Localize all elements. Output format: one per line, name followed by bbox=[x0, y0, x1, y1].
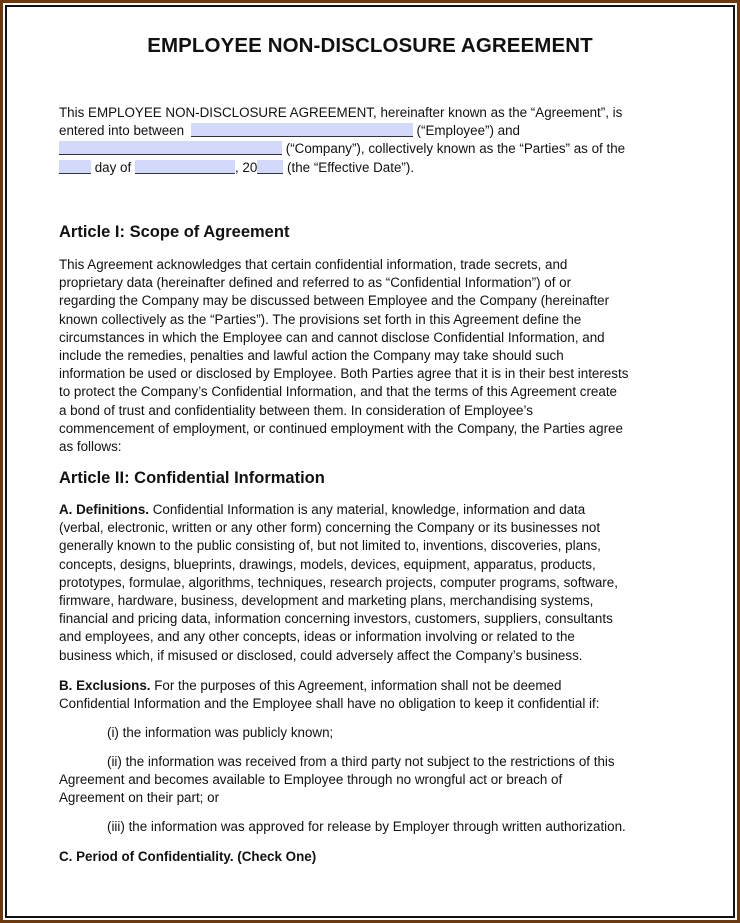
text-line: concepts, designs, blueprints, drawings, models, devices, equipment, apparatus, products, bbox=[59, 556, 596, 572]
text-line: information be used or disclosed by Employee. Both Parties agree that it is in their best interests bbox=[59, 366, 629, 382]
exclusion-item-2 bbox=[59, 753, 699, 808]
document-title: EMPLOYEE NON-DISCLOSURE AGREEMENT bbox=[147, 34, 593, 57]
exclusion-item-3 bbox=[59, 818, 699, 836]
text-line: regarding the Company may be discussed between Employee and the Company (hereinafter bbox=[59, 293, 610, 309]
article-2-heading: Article II: Confidential Information bbox=[59, 469, 325, 487]
exclusions-text: Confidential Information and the Employee shall have no obligation to keep it confidential if: bbox=[59, 696, 600, 712]
text-line: as follows: bbox=[59, 438, 122, 454]
intro-text: This EMPLOYEE NON-DISCLOSURE AGREEMENT, hereinafter known as the “Agreement”, is bbox=[59, 105, 623, 120]
exclusion-text: (ii) the information was received from a third party not subject to the restrictions of this bbox=[107, 754, 615, 769]
text-line: firmware, hardware, business, development and marketing plans, merchandising systems, bbox=[59, 592, 594, 608]
day-field[interactable] bbox=[59, 160, 91, 174]
article-1-paragraph bbox=[59, 256, 699, 456]
exclusions-paragraph bbox=[59, 677, 699, 713]
company-name-field[interactable] bbox=[59, 141, 282, 155]
text-line: This Agreement acknowledges that certain confidential information, trade secrets, and bbox=[59, 257, 568, 272]
text-line: include the remedies, penalties and lawful action the Company may take should such bbox=[59, 347, 564, 363]
text-line: commencement of employment, or continued employment with the Company, the Parties agree bbox=[59, 420, 623, 436]
intro-text: (the “Effective Date”). bbox=[287, 159, 415, 175]
intro-text: (“Company”), collectively known as the “Parties” as of the bbox=[285, 141, 626, 157]
text-line: (verbal, electronic, written or any other form) concerning the Company or its businesses not bbox=[59, 520, 601, 536]
year-field[interactable] bbox=[257, 160, 283, 174]
intro-text: (“Employee”) and bbox=[416, 123, 520, 139]
text-line: a bond of trust and confidentiality between them. In consideration of Employee’s bbox=[59, 402, 533, 418]
definitions-paragraph bbox=[59, 501, 699, 665]
exclusion-text: (iii) the information was approved for release by Employer through written authorization. bbox=[107, 819, 626, 834]
exclusion-text: Agreement on their part; or bbox=[59, 790, 220, 806]
intro-text: , 20 bbox=[234, 159, 258, 175]
definitions-text: Confidential Information is any material, knowledge, information and data bbox=[149, 502, 586, 517]
text-line: business which, if misused or disclosed, could adversely affect the Company’s business. bbox=[59, 647, 583, 663]
exclusion-item-1 bbox=[59, 724, 699, 742]
intro-text: day of bbox=[94, 159, 132, 175]
text-line: circumstances in which the Employee can and cannot disclose Confidential Information, and bbox=[59, 329, 605, 345]
exclusions-text: For the purposes of this Agreement, information shall not be deemed bbox=[150, 678, 562, 693]
month-field[interactable] bbox=[135, 160, 235, 174]
text-line: prototypes, formulae, algorithms, techniques, research projects, computer programs, software, bbox=[59, 574, 618, 590]
exclusion-text: (i) the information was publicly known; bbox=[107, 725, 334, 740]
text-line: and employees, and any other concepts, ideas or information involving or related to the bbox=[59, 629, 575, 645]
text-line: to protect the Company’s Confidential Information, and that the terms of this Agreement create bbox=[59, 384, 617, 400]
exclusion-text: Agreement and becomes available to Employee through no wrongful act or breach of bbox=[59, 772, 563, 788]
definitions-label: A. Definitions. bbox=[59, 502, 150, 517]
article-1-heading: Article I: Scope of Agreement bbox=[59, 223, 290, 241]
exclusions-label: B. Exclusions. bbox=[59, 678, 151, 693]
employee-name-field[interactable] bbox=[191, 123, 413, 137]
intro-text: entered into between bbox=[59, 123, 185, 139]
text-line: generally known to the public consisting of, but not limited to, inventions, discoveries, plans, bbox=[59, 538, 601, 554]
period-heading: C. Period of Confidentiality. (Check One) bbox=[59, 849, 317, 864]
text-line: proprietary data (hereinafter defined and referred to as “Confidential Information”) of or bbox=[59, 275, 572, 291]
text-line: known collectively as the “Parties”). The provisions set forth in this Agreement define the bbox=[59, 311, 582, 327]
intro-paragraph bbox=[59, 104, 699, 177]
text-line: financial and pricing data, information concerning investors, customers, suppliers, consultants bbox=[59, 611, 613, 627]
